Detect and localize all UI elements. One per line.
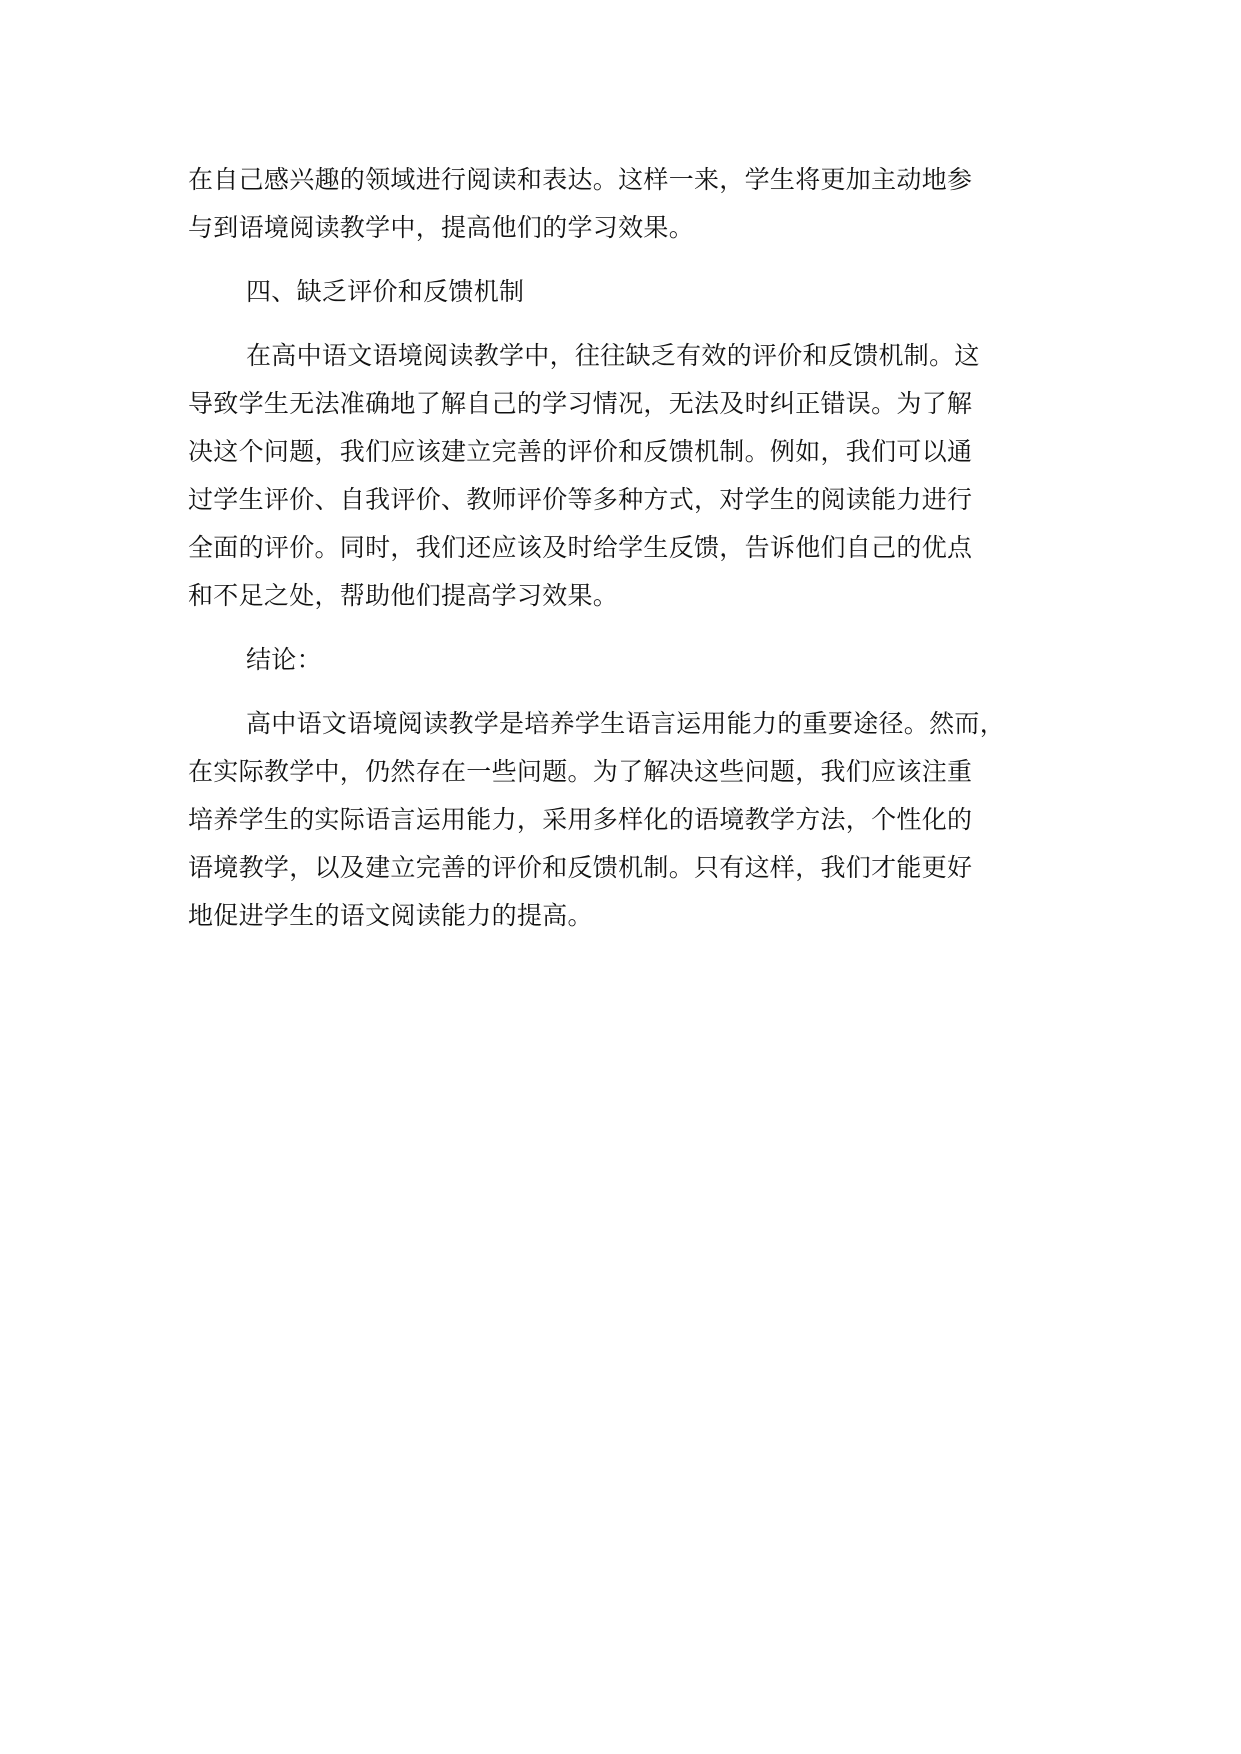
- text-line: 导致学生无法准确地了解自己的学习情况，无法及时纠正错误。为了解: [188, 389, 973, 418]
- text-line: 语境教学，以及建立完善的评价和反馈机制。只有这样，我们才能更好: [188, 853, 973, 882]
- text-line: 与到语境阅读教学中，提高他们的学习效果。: [188, 213, 695, 242]
- text-line: 在自己感兴趣的领域进行阅读和表达。这样一来，学生将更加主动地参: [188, 165, 973, 194]
- section-heading-4: 四、缺乏评价和反馈机制: [246, 277, 525, 306]
- text-line: 高中语文语境阅读教学是培养学生语言运用能力的重要途径。然而，: [246, 709, 1006, 738]
- text-line: 培养学生的实际语言运用能力，采用多样化的语境教学方法，个性化的: [188, 805, 973, 834]
- text-line: 地促进学生的语文阅读能力的提高。: [188, 901, 593, 930]
- text-line: 决这个问题，我们应该建立完善的评价和反馈机制。例如，我们可以通: [188, 437, 973, 466]
- paragraph-evaluation: [188, 332, 1088, 620]
- text-line: 过学生评价、自我评价、教师评价等多种方式，对学生的阅读能力进行: [188, 485, 973, 514]
- text-line: 全面的评价。同时，我们还应该及时给学生反馈，告诉他们自己的优点: [188, 533, 973, 562]
- document-body: [188, 156, 1088, 940]
- paragraph-conclusion: [188, 700, 1088, 940]
- paragraph-continuation: [188, 156, 1088, 252]
- conclusion-heading: 结论：: [246, 645, 322, 674]
- text-line: 在高中语文语境阅读教学中，往往缺乏有效的评价和反馈机制。这: [246, 341, 980, 370]
- text-line: 在实际教学中，仍然存在一些问题。为了解决这些问题，我们应该注重: [188, 757, 973, 786]
- text-line: 和不足之处，帮助他们提高学习效果。: [188, 581, 619, 610]
